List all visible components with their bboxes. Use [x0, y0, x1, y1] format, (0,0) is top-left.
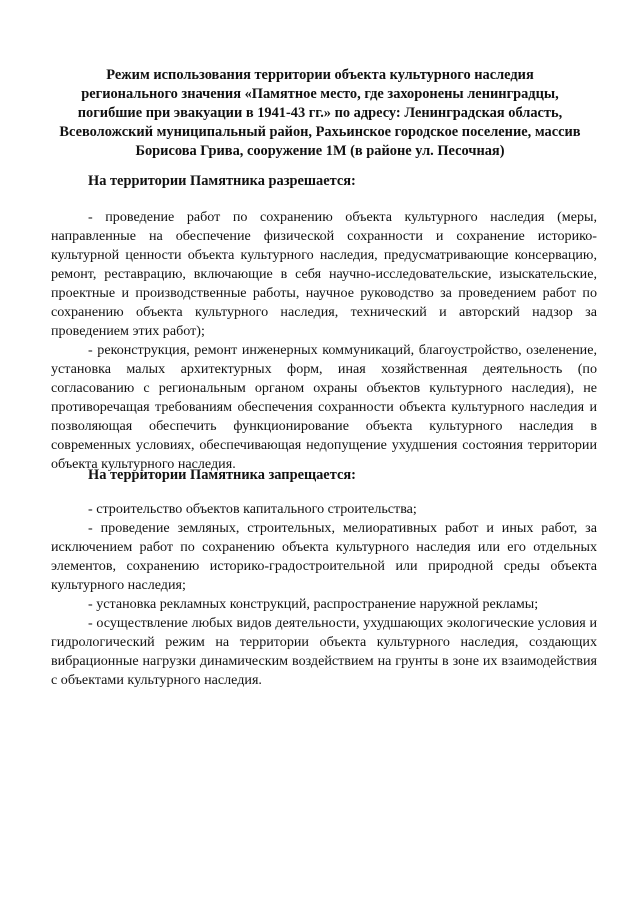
forbidden-list [51, 500, 597, 690]
forbidden-item: - строительство объектов капитального строительства; [88, 501, 417, 517]
forbidden-item: - проведение земляных, строительных, мелиоративных работ и иных работ, за исключением работ по сохранению объекта культурного наследия или его отдельных элементов, сохранению историко-градостроительной или природной среды объекта культурного наследия; [51, 520, 597, 593]
allowed-list [51, 208, 597, 474]
forbidden-item: - установка рекламных конструкций, распространение наружной рекламы; [88, 596, 539, 612]
title-line: погибшие при эвакуации в 1941-43 гг.» по адресу: Ленинградская область, [77, 105, 563, 121]
forbidden-heading: На территории Памятника запрещается: [88, 467, 356, 483]
allowed-heading: На территории Памятника разрешается: [88, 173, 356, 189]
document-title [40, 66, 600, 161]
forbidden-item: - осуществление любых видов деятельности, ухудшающих экологические условия и гидрологический режим на территории объекта культурного наследия, создающих вибрационные нагрузки динамическим воздействием на грунты в зоне их взаимодействия с объектами культурного наследия. [51, 615, 597, 688]
title-line: Борисова Грива, сооружение 1М (в районе ул. Песочная) [135, 143, 505, 159]
title-line: регионального значения «Памятное место, где захоронены ленинградцы, [81, 86, 559, 102]
title-line: Режим использования территории объекта культурного наследия [106, 67, 534, 83]
title-line: Всеволожский муниципальный район, Рахьинское городское поселение, массив [59, 124, 581, 140]
allowed-item: - проведение работ по сохранению объекта культурного наследия (меры, направленные на обеспечение физической сохранности и сохранение историко-культурной ценности объекта культурного наследия, предусматривающие консервацию, ремонт, реставрацию, включающие в себя научно-исследовательские, изыскательские, проектные и производственные работы, научное руководство за проведением работ по сохранению объекта культурного наследия, технический и авторский надзор за проведением этих работ); [51, 209, 597, 339]
allowed-item: - реконструкция, ремонт инженерных коммуникаций, благоустройство, озеленение, установка малых архитектурных форм, иная хозяйственная деятельность (по согласованию с региональным органом охраны объектов культурного наследия), не противоречащая требованиям обеспечения сохранности объекта культурного наследия и позволяющая обеспечить функционирование объекта культурного наследия в современных условиях, обеспечивающая недопущение ухудшения состояния территории объекта культурного наследия. [51, 342, 597, 472]
